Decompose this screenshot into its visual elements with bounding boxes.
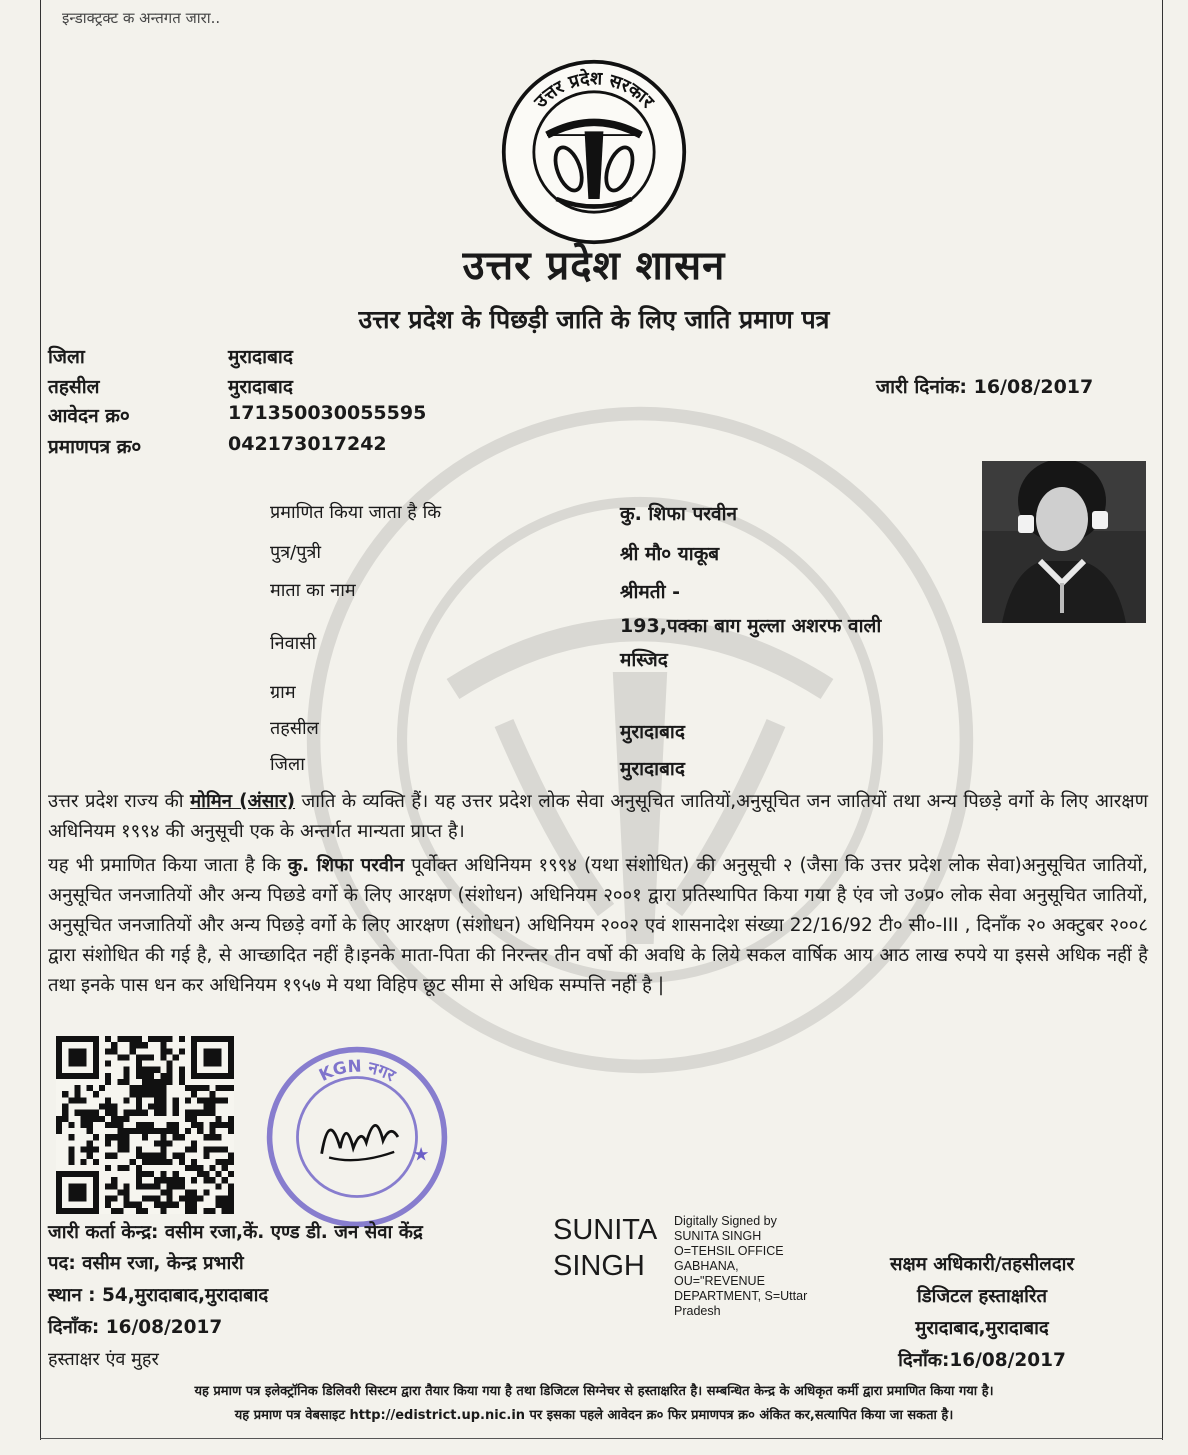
district-label: जिला [48,346,85,368]
applicant-photo [982,461,1146,623]
up-government-emblem-icon [500,58,688,246]
digital-signature-detail: Digitally Signed by SUNITA SINGH O=TEHSIL OFFICE GABHANA, OU="REVENUE DEPARTMENT, S=Uttar Pradesh [674,1214,808,1318]
officer-date: दिनाँक:16/08/2017 [898,1350,1066,1371]
applicant-name-value: कु. शिफा परवीन [620,503,738,525]
resident-label: निवासी [270,633,317,654]
issuer-post: पद: वसीम रजा, केन्द्र प्रभारी [48,1253,244,1274]
footer-note-1: यह प्रमाण पत्र इलेक्ट्रॉनिक डिलिवरी सिस्टम द्वारा तैयार किया गया है तथा डिजिटल सिग्नेचर से हस्ताक्षरित है। सम्बन्धित केन्द्र के अधिकृत कर्मी द्वारा प्रमाणित किया गया है। [194,1384,994,1399]
para2-applicant-name: कु. शिफा परवीन [287,855,405,876]
application-number-value: 171350030055595 [228,402,427,424]
issuer-place: स्थान : 54,मुरादाबाद,मुरादाबाद [48,1285,269,1306]
issuer-date: दिनाँक: 16/08/2017 [48,1317,223,1338]
digital-signer-name: SUNITA SINGH [553,1214,656,1282]
signature-and-seal-label: हस्ताक्षर एंव मुहर [48,1349,159,1370]
applicant-portrait-icon [982,461,1146,623]
top-note: इन्डाक्ट्रक्ट क अन्तगत जारा.. [62,9,221,27]
village-label: ग्राम [270,682,296,703]
detail-tehsil-value: मुरादाबाद [620,721,685,743]
certificate-number-label: प्रमाणपत्र क्र० [48,436,142,458]
district-value: मुरादाबाद [228,346,293,368]
qr-code-icon [56,1036,234,1214]
officer-digital-signed: डिजिटल हस्ताक्षरित [916,1286,1048,1307]
para2-before: यह भी प्रमाणित किया जाता है कि [48,855,288,876]
caste-name: मोमिन (अंसार) [190,791,296,812]
son-daughter-label: पुत्र/पुत्री [270,542,322,563]
svg-text:KGN नगर: KGN नगर [315,1055,399,1086]
document-subtitle: उत्तर प्रदेश के पिछड़ी जाति के लिए जाति प्रमाण पत्र [358,305,830,334]
address-line2-value: मस्जिद [620,649,668,671]
address-line1-value: 193,पक्का बाग मुल्ला अशरफ वाली [620,615,882,637]
footer-note-2: यह प्रमाण पत्र वेबसाइट http://edistrict.up.nic.in पर इसका पहले आवेदन क्र० फिर प्रमाणपत्र क्र० अंकित कर,सत्यापित किया जा सकता है। [234,1408,954,1423]
caste-statement-paragraph [48,787,1148,847]
father-name-value: श्री मौ० याकूब [620,543,720,565]
frame-left-border [40,0,41,1440]
issuing-center: जारी कर्ता केन्द्र: वसीम रजा,कें. एण्ड डी. जन सेवा केंद्र [48,1222,423,1243]
officer-place: मुरादाबाद,मुरादाबाद [915,1318,1049,1339]
para1-before: उत्तर प्रदेश राज्य की [48,791,191,812]
svg-text:उत्तर प्रदेश सरकार: उत्तर प्रदेश सरकार [530,68,658,113]
tehsil-value: मुरादाबाद [228,376,293,398]
official-seal-icon [264,1044,450,1230]
detail-tehsil-label: तहसील [270,718,319,739]
certified-that-label: प्रमाणित किया जाता है कि [270,502,442,523]
mother-name-label: माता का नाम [270,580,356,601]
mother-name-value: श्रीमती - [620,581,680,603]
frame-right-border [1162,0,1163,1440]
certification-paragraph [48,851,1148,1001]
document-title: उत्तर प्रदेश शासन [462,243,726,289]
frame-bottom-border [40,1438,1163,1439]
certificate-number-value: 042173017242 [228,433,387,455]
tehsil-label: तहसील [48,376,100,398]
seal-star-icon: ★ [412,1144,430,1166]
application-number-label: आवेदन क्र० [48,405,130,427]
officer-title: सक्षम अधिकारी/तहसीलदार [889,1254,1075,1275]
detail-district-value: मुरादाबाद [620,758,685,780]
detail-district-label: जिला [270,754,305,775]
para2-after: पूर्वोक्त अधिनियम १९९४ (यथा संशोधित) की अनुसूची २ (जैसा कि उत्तर प्रदेश लोक सेवा)अनुसूचित जातियों, अनुसूचित जनजातियों और अन्य पिछडे वर्गो के लिए आरक्षण (संशोधन) अधिनियम २००१ द्वारा प्रतिस्थापित किया गया है एंव जो उ०प्र० लोक सेवा अनुसूचित जातियों, अनुसूचित जनजातियों और अन्य पिछड़े वर्गो के लिए आरक्षण (संशोधन) अधिनियम २००२ एवं शासनादेश संख्या 22/16/92 टी० सी०-III , दिनाँक २० अक्टुबर २००८ द्वारा संशोधित की गई है, से आच्छादित नहीं है।इनके माता-पिता की निरन्तर तीन वर्षो की अवधि के लिये सकल वार्षिक आय आठ लाख रुपये या इससे अधिक नहीं है तथा इनके पास धन कर अधिनियम १९५७ मे यथा विहिप छूट सीमा से अधिक सम्पत्ति नहीं है | [48,855,1149,996]
issue-date: जारी दिनांक: 16/08/2017 [876,376,1094,398]
para1-after: जाति के व्यक्ति हैं। यह उत्तर प्रदेश लोक सेवा अनुसूचित जातियों,अनुसूचित जन जातियों तथा अन्य पिछड़े वर्गो के लिए आरक्षण अधिनियम १९९४ की अनुसूची एक के अन्तर्गत मान्यता प्राप्त है। [48,791,1148,842]
